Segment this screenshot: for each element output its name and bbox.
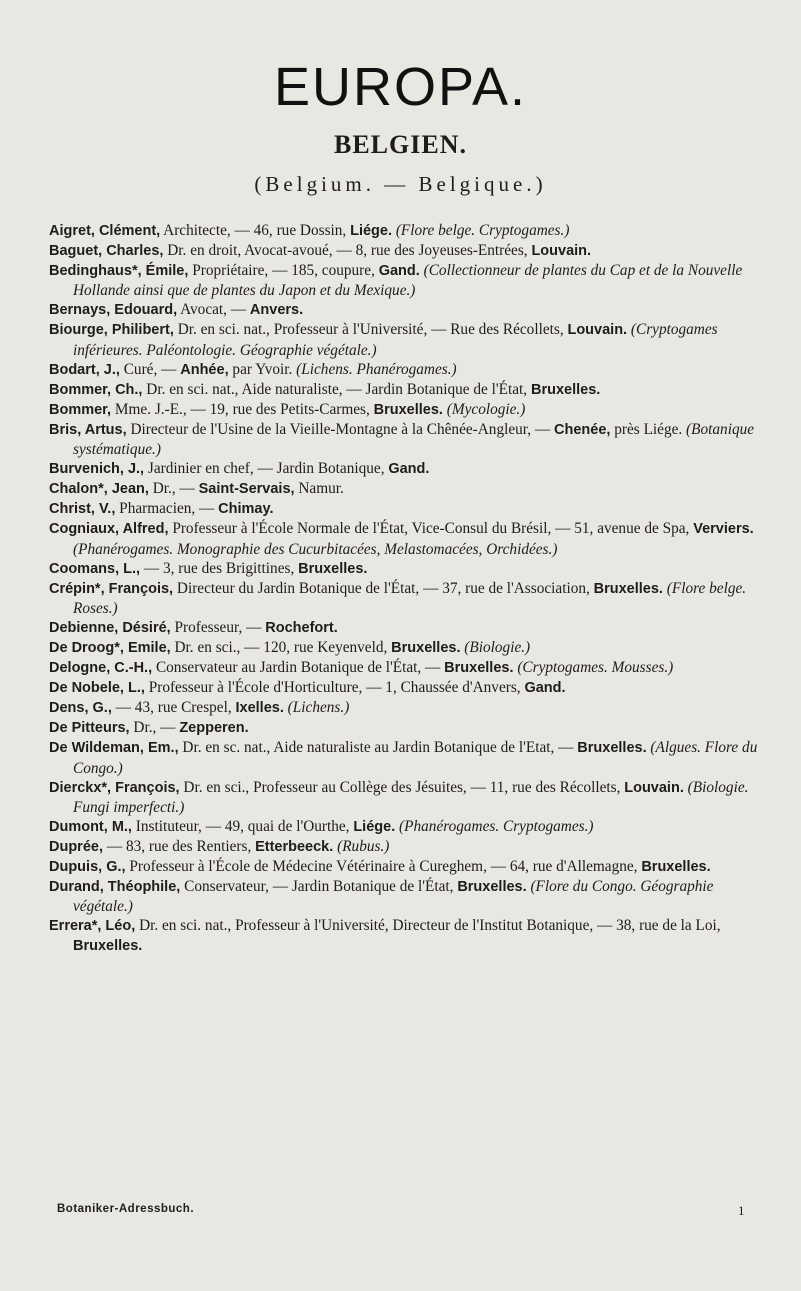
entry-specialty: (Phanérogames. Cryptogames.) xyxy=(395,817,594,835)
entry-name: Bedinghaus*, Émile, xyxy=(49,263,189,280)
entry-text: Avocat, — xyxy=(177,301,250,319)
entry-city: Chenée, xyxy=(554,421,611,438)
entry-text: Dr., — xyxy=(148,480,199,498)
entry-specialty: (Mycologie.) xyxy=(442,400,526,418)
entry-name: Baguet, Charles, xyxy=(49,243,164,260)
entry-specialty: (Botanique systématique.) xyxy=(73,420,755,459)
list-item xyxy=(49,837,769,857)
list-item xyxy=(49,658,769,678)
entry-text: Professeur à l'École Normale de l'État, Vice-Consul du Brésil, — 51, avenue de Spa, xyxy=(168,520,694,538)
country-subtitle: (Belgium. — Belgique.) xyxy=(254,172,547,196)
entry-text: Architecte, — 46, rue Dossin, xyxy=(160,222,351,239)
entry-city: Anvers. xyxy=(249,302,304,319)
entry-city: Etterbeeck. xyxy=(255,838,334,855)
entry-name: De Wildeman, Em., xyxy=(49,740,179,757)
entry-city: Ixelles. xyxy=(235,700,284,717)
list-item xyxy=(49,718,769,738)
entry-name: Dens, G., xyxy=(49,700,112,717)
entry-city: Bruxelles. xyxy=(530,381,601,398)
entry-text: Dr. en sci., — 120, rue Keyenveld, xyxy=(170,638,392,656)
book-title: Botaniker-Adressbuch. xyxy=(57,1203,195,1215)
entry-specialty: (Phanérogames. Monographie des Cucurbitacées, Melastomacées, Orchidées.) xyxy=(73,540,558,558)
entry-name: Bommer, Ch., xyxy=(49,381,143,398)
entry-name: Dupuis, G., xyxy=(49,859,126,875)
entry-text: Jardinier en chef, — Jardin Botanique, xyxy=(144,460,389,478)
list-item xyxy=(49,400,769,420)
entry-name: De Droog*, Emile, xyxy=(49,639,171,656)
entry-text: Dr. en droit, Avocat-avoué, — 8, rue des Joyeuses-Entrées, xyxy=(163,242,532,260)
entries-list xyxy=(49,221,769,956)
list-item xyxy=(49,261,769,300)
list-item xyxy=(49,817,769,837)
list-item xyxy=(49,559,769,579)
entry-specialty: (Flore belge. Cryptogames.) xyxy=(392,222,570,239)
entry-text: Directeur du Jardin Botanique de l'État, — 37, rue de l'Association, xyxy=(173,579,594,597)
entry-name: Delogne, C.-H., xyxy=(49,660,153,677)
entry-text: Conservateur au Jardin Botanique de l'État, — xyxy=(152,659,445,677)
entry-city: Louvain. xyxy=(531,243,592,260)
list-item xyxy=(49,320,769,359)
entry-city: Anhée, xyxy=(180,361,229,378)
list-item xyxy=(49,360,769,380)
list-item xyxy=(49,459,769,479)
section-title: BELGIEN. xyxy=(334,130,467,159)
list-item xyxy=(49,778,769,817)
entry-city: Liége. xyxy=(353,818,396,835)
entry-name: Christ, V., xyxy=(49,501,116,518)
entry-city: Bruxelles. xyxy=(391,639,461,656)
entry-text: Dr. en sci., Professeur au Collège des Jésuites, — 11, rue des Récollets, xyxy=(179,778,625,796)
entry-text: Professeur à l'École d'Horticulture, — 1, Chaussée d'Anvers, xyxy=(144,679,525,697)
entry-name: Biourge, Philibert, xyxy=(49,322,174,339)
entry-specialty: (Biologie. Fungi imperfecti.) xyxy=(73,778,749,816)
entry-specialty: (Biologie.) xyxy=(460,638,531,656)
list-item xyxy=(49,499,769,519)
entry-text: Instituteur, — 49, quai de l'Ourthe, xyxy=(131,817,354,835)
list-item xyxy=(49,698,769,718)
entry-text: — 3, rue des Brigittines, xyxy=(140,559,299,577)
entry-name: Bernays, Edouard, xyxy=(49,302,178,319)
list-item xyxy=(49,916,769,956)
entry-city: Gand. xyxy=(378,263,420,280)
entry-tail: par Yvoir. xyxy=(228,360,293,378)
page-number: 1 xyxy=(738,1203,745,1218)
entry-specialty: (Cryptogames inférieures. Paléontologie. Géographie végétale.) xyxy=(73,321,718,359)
entry-text: Professeur, — xyxy=(170,618,266,636)
entry-text: Directeur de l'Usine de la Vieille-Montagne à la Chênée-Angleur, — xyxy=(126,420,555,438)
entry-city: Bruxelles. xyxy=(373,401,443,418)
entry-name: Dumont, M., xyxy=(49,818,132,835)
entry-city: Saint-Servais, xyxy=(198,481,295,498)
entry-text: — 43, rue Crespel, xyxy=(111,699,236,717)
entry-specialty: (Cryptogames. Mousses.) xyxy=(513,659,674,677)
entry-specialty: (Lichens. Phanérogames.) xyxy=(292,360,457,378)
entry-city: Gand. xyxy=(388,461,430,478)
entry-specialty: (Lichens.) xyxy=(283,699,350,717)
list-item xyxy=(49,221,769,241)
entry-city: Gand. xyxy=(524,680,566,697)
entry-name: Durand, Théophile, xyxy=(49,879,181,896)
entry-text: Dr. en sc. nat., Aide naturaliste au Jardin Botanique de l'Etat, — xyxy=(178,739,578,757)
entry-text: Dr. en sci. nat., Aide naturaliste, — Jardin Botanique de l'État, xyxy=(142,380,531,398)
list-item xyxy=(49,519,769,558)
list-item xyxy=(49,241,769,261)
entry-text: Curé, — xyxy=(119,360,181,378)
list-item xyxy=(49,618,769,638)
entry-specialty: (Collectionneur de plantes du Cap et de la Nouvelle Hollande ainsi que de plantes du Japon et du Mexique.) xyxy=(73,262,743,300)
entry-city: Chimay. xyxy=(218,501,274,518)
entry-name: De Pitteurs, xyxy=(49,720,130,737)
entry-name: Bris, Artus, xyxy=(49,421,127,438)
list-item xyxy=(49,579,769,618)
entry-text: Pharmacien, — xyxy=(115,500,219,518)
entry-city: Bruxelles. xyxy=(298,560,368,577)
entry-tail: Namur. xyxy=(294,480,344,498)
entry-text: Dr. en sci. nat., Professeur à l'Université, — Rue des Récollets, xyxy=(173,321,568,339)
entry-specialty: (Flore belge. Roses.) xyxy=(73,579,747,617)
entry-city: Bruxelles. xyxy=(73,938,143,955)
list-item xyxy=(49,638,769,658)
entry-name: Chalon*, Jean, xyxy=(49,481,149,498)
entry-name: Cogniaux, Alfred, xyxy=(49,521,169,538)
entry-text: Professeur à l'École de Médecine Vétérinaire à Cureghem, — 64, rue d'Allemagne, xyxy=(125,858,642,875)
list-item xyxy=(49,678,769,698)
list-item xyxy=(49,479,769,499)
entry-text: Dr., — xyxy=(129,719,180,737)
entry-city: Bruxelles. xyxy=(641,859,711,875)
entry-name: Duprée, xyxy=(49,838,103,855)
entry-city: Bruxelles. xyxy=(444,660,514,677)
entry-city: Bruxelles. xyxy=(457,879,527,896)
entry-name: Errera*, Léo, xyxy=(49,918,136,935)
entry-name: Dierckx*, François, xyxy=(49,779,180,796)
entry-city: Verviers. xyxy=(693,521,754,538)
entry-city: Rochefort. xyxy=(265,619,338,636)
entry-city: Liége. xyxy=(350,223,392,239)
entry-name: Bodart, J., xyxy=(49,361,120,378)
entry-name: De Nobele, L., xyxy=(49,680,145,697)
list-item xyxy=(49,420,769,459)
entry-specialty: (Rubus.) xyxy=(333,837,390,855)
entry-name: Burvenich, J., xyxy=(49,461,145,478)
entry-name: Crépin*, François, xyxy=(49,580,174,597)
entry-city: Bruxelles. xyxy=(593,580,663,597)
list-item xyxy=(49,300,769,320)
entry-city: Louvain. xyxy=(624,779,684,796)
entry-city: Zepperen. xyxy=(179,720,249,737)
entry-text: Conservateur, — Jardin Botanique de l'État, xyxy=(180,878,458,896)
entry-text: — 83, rue des Rentiers, xyxy=(103,837,256,855)
entry-city: Bruxelles. xyxy=(577,740,647,757)
entry-specialty: (Algues. Flore du Congo.) xyxy=(73,739,758,777)
list-item xyxy=(49,380,769,400)
entry-name: Debienne, Désiré, xyxy=(49,619,171,636)
footer xyxy=(57,1203,757,1221)
entry-city: Louvain. xyxy=(567,322,628,339)
list-item xyxy=(49,738,769,777)
list-item xyxy=(49,857,769,877)
entry-text: Propriétaire, — 185, coupure, xyxy=(188,262,379,280)
entry-name: Bommer, xyxy=(49,401,112,418)
entry-text: Mme. J.-E., — 19, rue des Petits-Carmes, xyxy=(111,400,374,418)
entry-text: Dr. en sci. nat., Professeur à l'Université, Directeur de l'Institut Botanique, — 38, rue de la Loi, xyxy=(135,917,721,935)
entry-specialty: (Flore du Congo. Géographie végétale.) xyxy=(73,878,714,916)
entry-name: Coomans, L., xyxy=(49,560,141,577)
page-title: EUROPA. xyxy=(273,57,528,117)
entry-tail: près Liége. xyxy=(610,420,683,438)
list-item xyxy=(49,877,769,916)
entry-name: Aigret, Clément, xyxy=(49,223,161,239)
